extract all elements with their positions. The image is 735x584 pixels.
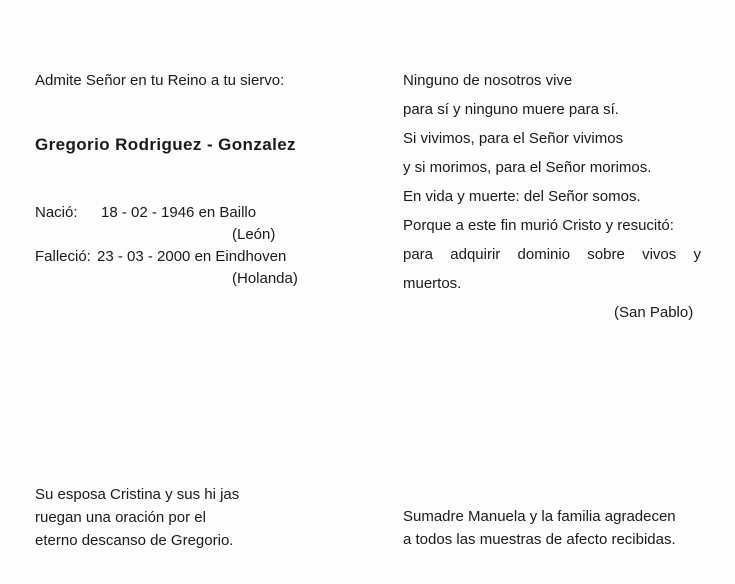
intro-text: Admite Señor en tu Reino a tu siervo:	[35, 72, 285, 89]
closing-right-line: Sumadre Manuela y la familia agradecen	[403, 508, 676, 525]
died-region: (Holanda)	[232, 270, 298, 287]
died-label: Falleció:	[35, 248, 91, 265]
verse-line: para sí y ninguno muere para sí.	[403, 101, 619, 118]
closing-left-line: Su esposa Cristina y sus hi jas	[35, 486, 240, 503]
closing-left-line: eterno descanso de Gregorio.	[35, 532, 234, 549]
verse-line: Ninguno de nosotros vive	[403, 72, 573, 89]
closing-right-line: a todos las muestras de afecto recibidas.	[403, 531, 676, 548]
verse-line: En vida y muerte: del Señor somos.	[403, 188, 641, 205]
verse-attribution: (San Pablo)	[614, 304, 694, 321]
verse-line: Porque a este fin murió Cristo y resucitó:	[403, 217, 674, 234]
verse-line: para adquirir dominio sobre vivos y	[403, 246, 701, 263]
closing-left-line: ruegan una oración por el	[35, 509, 206, 526]
born-date: 18 - 02 - 1946 en Baillo	[101, 204, 257, 221]
born-label: Nació:	[35, 204, 78, 221]
verse-line: Si vivimos, para el Señor vivimos	[403, 130, 624, 147]
died-date: 23 - 03 - 2000 en Eindhoven	[97, 248, 287, 265]
deceased-name: Gregorio Rodriguez - Gonzalez	[35, 135, 296, 154]
verse-line: y si morimos, para el Señor morimos.	[403, 159, 652, 176]
born-region: (León)	[232, 226, 276, 243]
verse-line: muertos.	[403, 275, 462, 292]
